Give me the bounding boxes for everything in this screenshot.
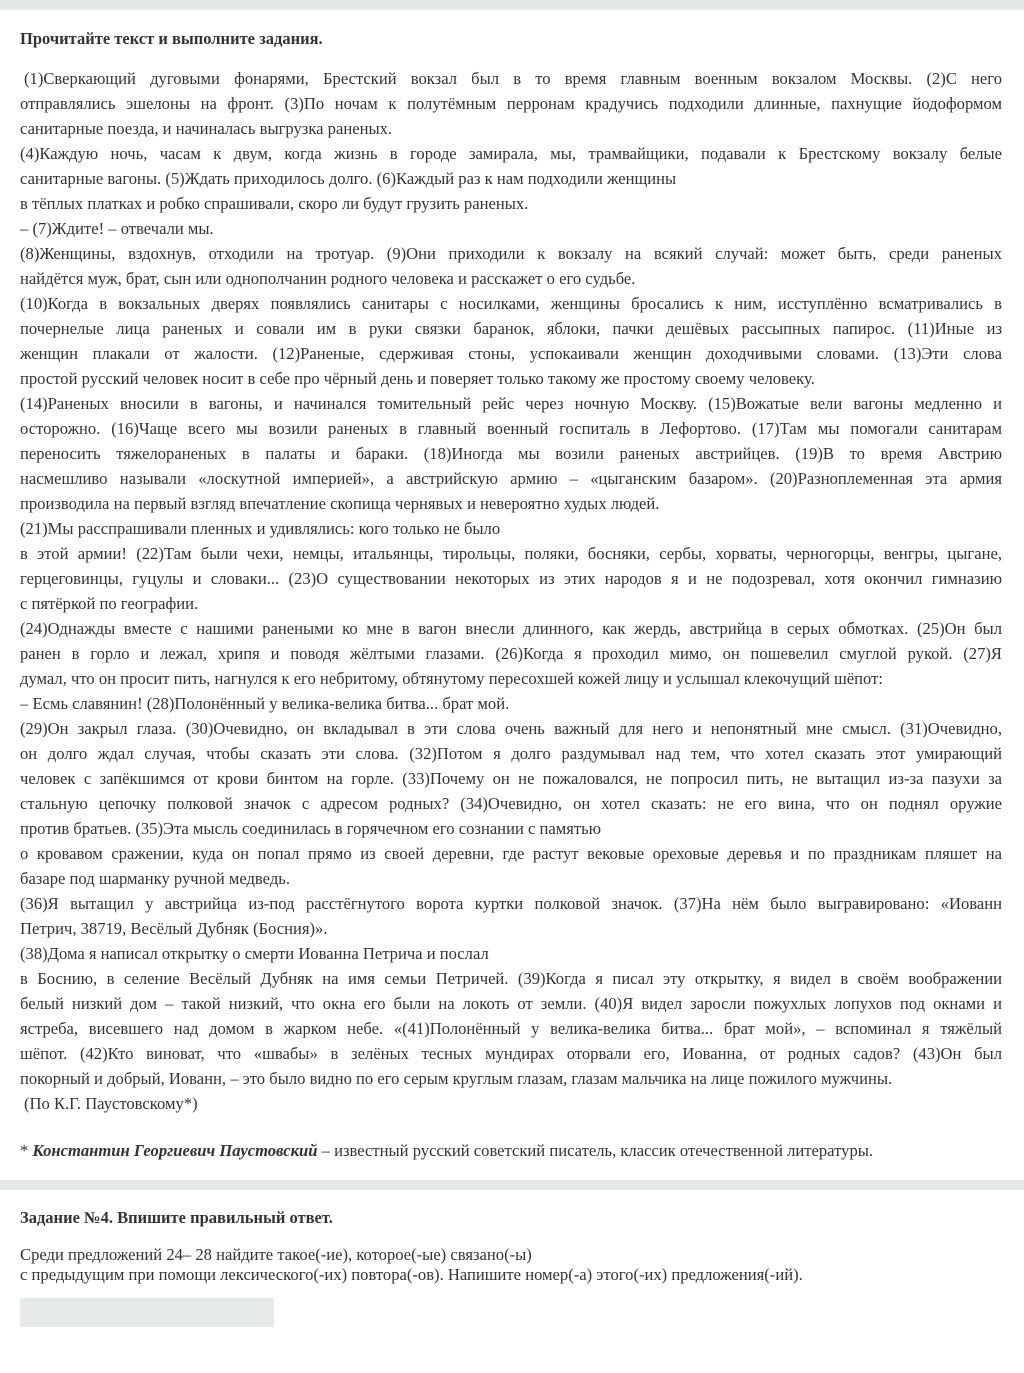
text-line: шёпот. (42)Кто виноват, что «швабы» в зелёных тесных мундирах оторвали его, Иованна, от родных садов? (43)Он был (20, 1044, 1002, 1063)
text-line: о кровавом сражении, куда он попал прямо из своей деревни, где растут вековые ореховые деревья и по праздникам пляшет на (20, 844, 1002, 863)
author-footnote (20, 1141, 873, 1161)
text-line: простой русский человек носит в себе про чёрный день и поверяет только такому же простому своему человеку. (20, 369, 815, 388)
task-question (20, 1245, 803, 1285)
text-line: (21)Мы расспрашивали пленных и удивлялись: кого только не было (20, 519, 501, 538)
text-line: ранен в горло и лежал, хрипя и поводя жёлтыми глазами. (26)Когда я проходил мимо, он пошевелил смуглой рукой. (27)Я (20, 644, 1002, 663)
text-line: (24)Однажды вместе с нашими ранеными ко мне в вагон внесли длинного, как жердь, австрийца в серых обмотках. (25)Он был (20, 619, 1002, 638)
reading-text (20, 66, 1002, 1116)
answer-input[interactable] (20, 1298, 274, 1327)
text-line: он долго ждал случая, чтобы сказать эти слова. (32)Потом я долго раздумывал над тем, что хотел сказать этот умирающий (20, 744, 1002, 763)
text-line: (38)Дома я написал открытку о смерти Иованна Петрича и послал (20, 944, 489, 963)
section-separator-bar (0, 1180, 1024, 1190)
text-line: санитарные поезда, и начиналась выгрузка раненых. (20, 119, 393, 138)
text-line: переносить тяжелораненых в палаты и бараки. (18)Иногда мы возили раненых австрийцев. (19)В то время Австрию (20, 444, 1002, 463)
text-line: в этой армии! (22)Там были чехи, немцы, итальянцы, тирольцы, поляки, босняки, сербы, хорваты, черногорцы, венгры, цыгане, (20, 544, 1002, 563)
text-line: (29)Он закрыл глаза. (30)Очевидно, он вкладывал в эти слова очень важный для него и непонятный мне смысл. (31)Очевидно, (20, 719, 1002, 738)
text-line: (4)Каждую ночь, часам к двум, когда жизнь в городе замирала, мы, трамвайщики, подавали к Брестскому вокзалу белые (20, 144, 1002, 163)
text-line: Петрич, 38719, Весёлый Дубняк (Босния)». (20, 919, 328, 938)
text-line: в Боснию, в селение Весёлый Дубняк на имя семьи Петричей. (39)Когда я писал эту открытку, я видел в своём воображении (20, 969, 1002, 988)
text-line: отправлялись эшелоны на фронт. (3)По ночам к полутёмным перронам крадучись подходили длинные, пахнущие йодоформом (20, 94, 1002, 113)
text-line: (10)Когда в вокзальных дверях появлялись санитары с носилками, женщины бросались к ним, исступлённо всматривались в (20, 294, 1002, 313)
text-line: – Есмь славянин! (28)Полонённый у велика-велика битва... брат мой. (20, 694, 510, 713)
text-line: в тёплых платках и робко спрашивали, скоро ли будут грузить раненых. (20, 194, 529, 213)
text-line: женщин плакали от жалости. (12)Раненые, сдерживая стоны, успокаивали женщин доходчивыми словами. (13)Эти слова (20, 344, 1002, 363)
task-title: Задание №4. Впишите правильный ответ. (20, 1208, 333, 1227)
text-line: (36)Я вытащил у австрийца из-под расстёгнутого ворота куртки полковой значок. (37)На нём было выгравировано: «Иованн (20, 894, 1002, 913)
task-question-line: с предыдущим при помощи лексического(-их) повтора(-ов). Напишите номер(-а) этого(-их) предложения(-ий). (20, 1265, 803, 1284)
text-line: (14)Раненых вносили в вагоны, и начинался томительный рейс через ночную Москву. (15)Вожатые вели вагоны медленно и (20, 394, 1002, 413)
text-line: (По К.Г. Паустовскому*) (24, 1094, 198, 1113)
text-line: ястреба, висевшего над домом в жарком небе. «(41)Полонённый у велика-велика битва... брат мой», – вспоминал я тяжёлый (20, 1019, 1002, 1038)
text-line: насмешливо называли «лоскутной империей», а австрийскую армию – «цыганским базаром». (20)Разноплеменная эта армия (20, 469, 1002, 488)
text-line: осторожно. (16)Чаще всего мы возили раненых в главный военный госпиталь в Лефортово. (17)Там мы помогали санитарам (20, 419, 1002, 438)
footnote-description: – известный русский советский писатель, классик отечественной литературы. (317, 1141, 874, 1160)
footnote-marker: * (20, 1141, 33, 1160)
reading-instruction-title: Прочитайте текст и выполните задания. (20, 29, 323, 48)
text-line: человек с запёкшимся от крови бинтом на горле. (33)Почему он не пожаловался, не попросил пить, не вытащил из-за пазухи за (20, 769, 1002, 788)
text-line: – (7)Ждите! – отвечали мы. (20, 219, 214, 238)
text-line: (8)Женщины, вздохнув, отходили на тротуар. (9)Они приходили к вокзалу на всякий случай: может быть, среди раненых (20, 244, 1002, 263)
text-line: думал, что он просит пить, нагнулся к его небритому, обтянутому пересохшей кожей лицу и услышал клекочущий шёпот: (20, 669, 883, 688)
text-line: почернелые лица раненых и совали им в руки связки баранок, яблоки, пачки дешёвых рассыпных папирос. (11)Иные из (20, 319, 1002, 338)
text-line: белый низкий дом – такой низкий, что окна его были на локоть от земли. (40)Я видел заросли пожухлых лопухов под окнами и (20, 994, 1002, 1013)
text-line: санитарные вагоны. (5)Ждать приходилось долго. (6)Каждый раз к нам подходили женщины (20, 169, 677, 188)
text-line: производила на первый взгляд впечатление скопища чернявых и невероятно худых людей. (20, 494, 660, 513)
text-line: найдётся муж, брат, сын или однополчанин родного человека и расскажет о его судьбе. (20, 269, 636, 288)
footnote-author-name: Константин Георгиевич Паустовский (32, 1141, 318, 1160)
top-separator-bar (0, 0, 1024, 10)
text-line: покорный и добрый, Иованн, – это было видно по его серым круглым глазам, глазам мальчика на лице пожилого мужчины. (20, 1069, 893, 1088)
task-question-line: Среди предложений 24– 28 найдите такое(-ие), которое(-ые) связано(-ы) (20, 1245, 532, 1264)
text-line: (1)Сверкающий дуговыми фонарями, Брестский вокзал был в то время главным военным вокзалом Москвы. (2)С него (24, 69, 1002, 88)
text-line: герцеговинцы, гуцулы и словаки... (23)О существовании некоторых из этих народов я и не подозревал, хотя окончил гимназию (20, 569, 1002, 588)
text-line: стальную цепочку полковой значок с адресом родных? (34)Очевидно, он хотел сказать: не его вина, что он поднял оружие (20, 794, 1002, 813)
text-line: против братьев. (35)Эта мысль соединилась в горячечном его сознании с памятью (20, 819, 602, 838)
text-line: с пятёркой по географии. (20, 594, 199, 613)
text-line: базаре под шарманку ручной медведь. (20, 869, 290, 888)
